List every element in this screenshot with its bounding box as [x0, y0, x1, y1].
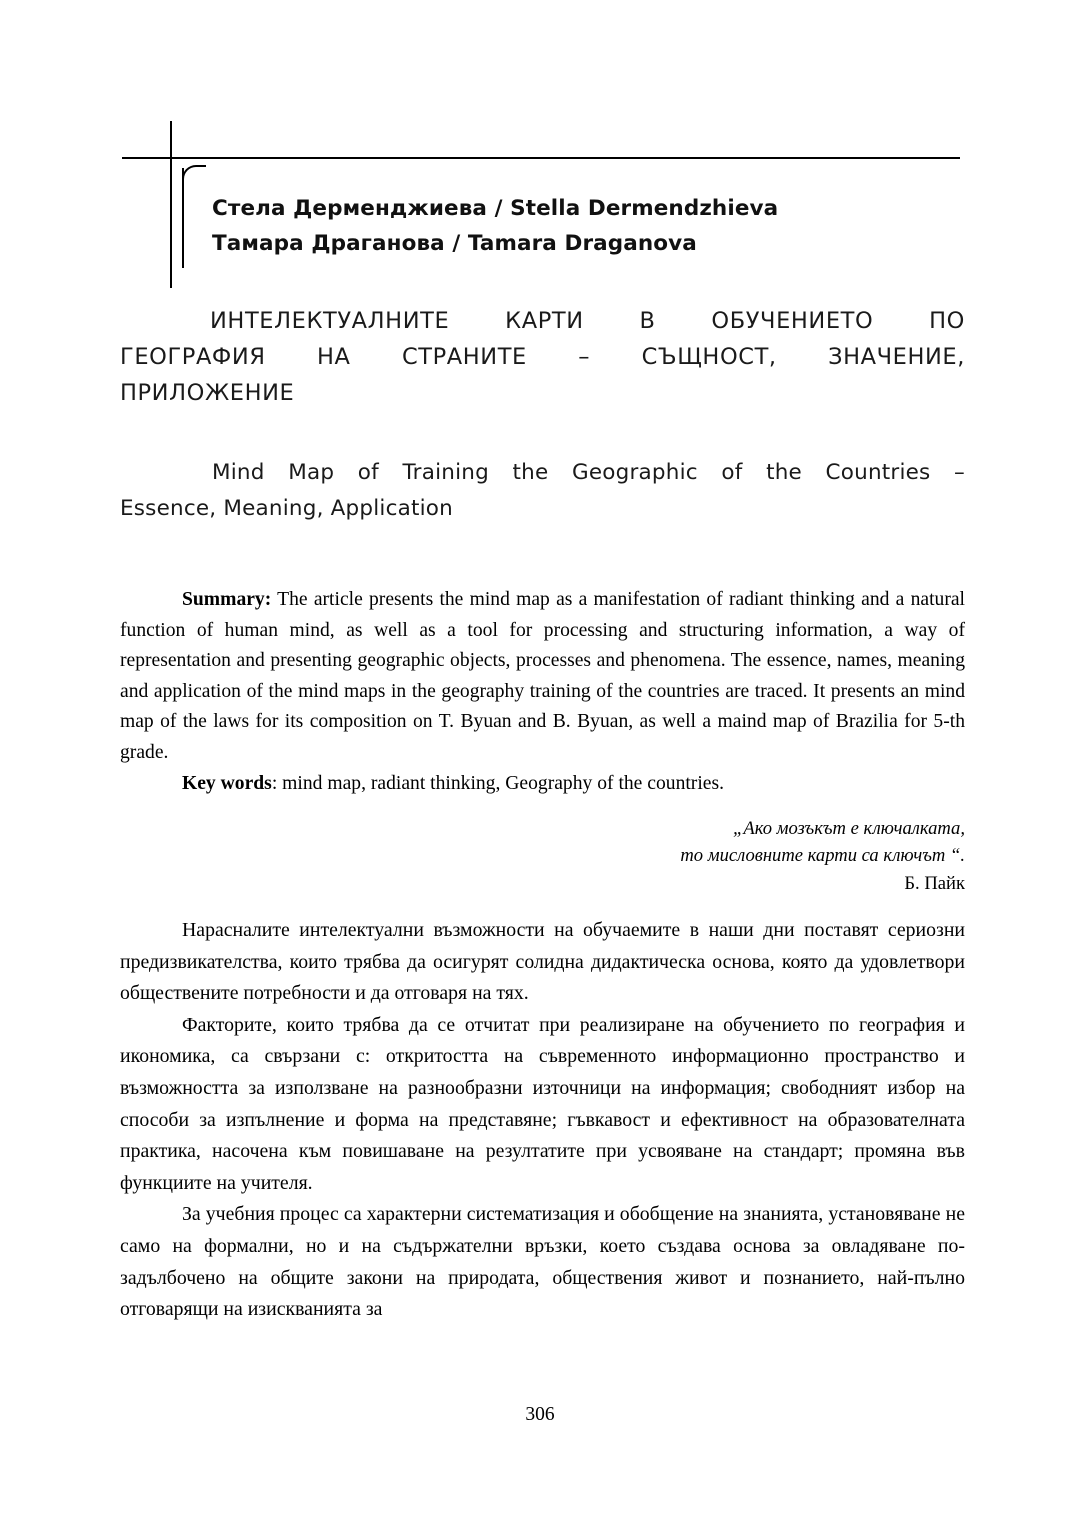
page-title-bulgarian — [120, 303, 965, 411]
page-number: 306 — [525, 1404, 555, 1425]
body-text — [120, 915, 965, 1326]
abstract-section — [120, 585, 965, 799]
header-inner-rule — [182, 168, 184, 268]
title-bg-line-1: ИНТЕЛЕКТУАЛНИТЕ КАРТИ В ОБУЧЕНИЕТО ПО — [210, 308, 965, 334]
abstract-paragraph — [120, 585, 965, 769]
epigraph-line-1: „Ако мозъкът е ключалката, — [733, 818, 965, 839]
keywords-label: Key words — [182, 772, 272, 794]
author-block — [212, 191, 972, 261]
header-vertical-rule — [170, 121, 172, 288]
title-en-line-1: Mind Map of Training the Geographic of the Countries – — [212, 460, 965, 485]
author-line-1: Стела Дерменджиева / Stella Dermendzhieva — [212, 196, 779, 221]
keywords-text: : mind map, radiant thinking, Geography of the countries. — [271, 772, 724, 794]
abstract-text: The article presents the mind map as a manifestation of radiant thinking and a natural function of human mind, as well as a tool for processing and structuring information, a way of representation and presenting geographic objects, processes and phenomena. The essence, names, meaning and application of the mind maps in the geography training of the countries are traced. It presents an mind map of the laws for its composition on T. Byuan and B. Byuan, as well a maind map of Brazilia for 5-th grade. — [120, 589, 965, 763]
header-horizontal-rule — [122, 157, 960, 159]
title-en-line-2: Essence, Meaning, Application — [120, 496, 453, 521]
body-paragraph-2: Факторите, които трябва да се отчитат при реализиране на обучението по география и икономика, са свързани с: откритостта на съвременното информационно пространство и възможността за използване на разнообразни източници на информация; свободният избор на способи за изпълнение и форма на представяне; гъвкавост и ефективност на образователната практика, насочена към повишаване на резултатите при усвояване на стандарт; промяна във функциите на учителя. — [120, 1013, 965, 1194]
title-bg-line-2: ГЕОГРАФИЯ НА СТРАНИТЕ – СЪЩНОСТ, ЗНАЧЕНИЕ, — [120, 344, 965, 370]
epigraph-block — [405, 815, 965, 897]
abstract-label: Summary: — [182, 589, 272, 610]
keywords-paragraph — [120, 769, 965, 800]
body-paragraph-1: Нараснaлите интелектуални възможности на обучаемите в наши дни поставят сериозни предизвикателства, които трябва да осигурят солидна дидактическа основа, която да удовлетвори обществените потребности и да отговаря на тях. — [120, 919, 965, 1005]
title-bg-line-3: ПРИЛОЖЕНИЕ — [120, 380, 295, 406]
author-line-2: Тамара Драганова / Tamara Draganova — [212, 231, 697, 256]
epigraph-line-2: то мисловните карти са ключът “. — [680, 845, 965, 866]
header-corner-curve — [182, 165, 206, 189]
body-paragraph-3: За учебния процес са характерни систематизация и обобщение на знанията, установяване не само на формални, но и на съдържателни връзки, което създава основа за овладяване по-задълбочено на общите закони на природата, обществения живот и познанието, най-пълно отговарящи на изискванията за — [120, 1203, 965, 1321]
page-title-english — [120, 455, 965, 527]
epigraph-author: Б. Пайк — [904, 873, 965, 894]
